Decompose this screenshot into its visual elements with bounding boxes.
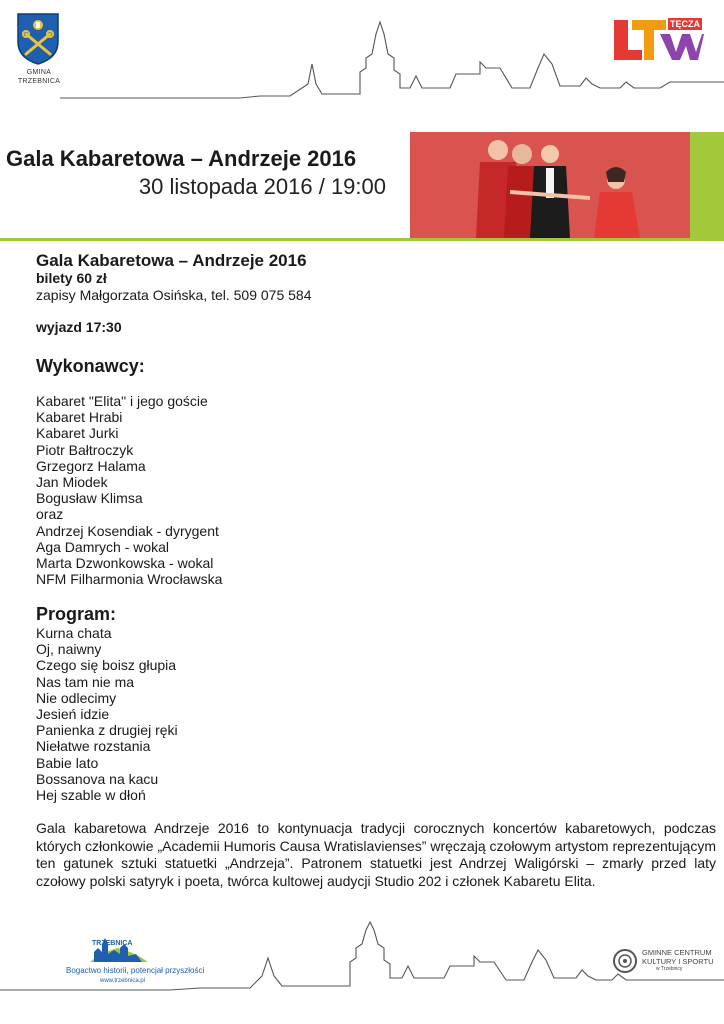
departure-time: wyjazd 17:30 (36, 319, 122, 335)
municipality-label-line1: GMINA (26, 69, 52, 76)
list-item: Grzegorz Halama (36, 457, 146, 474)
accent-green-line (0, 238, 724, 241)
list-item: Aga Damrych - wokal (36, 538, 170, 555)
list-item: Marta Dzwonkowska - wokal (36, 555, 214, 572)
list-item: Kabaret "Elita" i jego goście (36, 393, 208, 409)
performers-photo (410, 132, 690, 238)
gmina-trzebnica-crest-icon (16, 12, 60, 66)
list-item: Babie lato (36, 754, 99, 771)
list-item: Nie odlecimy (36, 689, 117, 706)
trzebnica-url: www.trzebnica.pl (100, 978, 146, 984)
list-item: Piotr Bałtroczyk (36, 441, 134, 458)
list-item: Nas tam nie ma (36, 673, 135, 690)
gck-line3: w Trzebnicy (656, 966, 683, 972)
gck-logo (612, 944, 722, 982)
performers-list (36, 393, 222, 587)
gck-line1: GMINNE CENTRUM (642, 948, 712, 957)
trzebnica-skyline-icon (62, 934, 174, 964)
signup-contact: zapisy Małgorzata Osińska, tel. 509 075 584 (36, 287, 312, 303)
program-heading: Program: (36, 604, 117, 624)
trzebnica-town-logo (62, 934, 205, 990)
tecza-logo-text: TĘCZA (670, 19, 700, 29)
list-item: Kurna chata (36, 625, 112, 641)
list-item: Kabaret Jurki (36, 425, 119, 442)
performers-heading: Wykonawcy: (36, 356, 145, 376)
list-item: Niełatwe rozstania (36, 738, 151, 755)
ticket-price: bilety 60 zł (36, 270, 107, 286)
list-item: Bogusław Klimsa (36, 490, 143, 507)
list-item: Hej szable w dłoń (36, 787, 146, 804)
list-item: Kabaret Hrabi (36, 409, 123, 426)
trzebnica-logo-name: TRZEBNICA (92, 940, 133, 947)
list-item: Jesień idzie (36, 706, 110, 723)
list-item: Oj, naiwny (36, 641, 102, 658)
list-item: oraz (36, 506, 64, 523)
event-subtitle: Gala Kabaretowa – Andrzeje 2016 (36, 251, 307, 270)
gck-line2: KULTURY I SPORTU (642, 957, 714, 966)
program-list (36, 625, 178, 803)
list-item: Panienka z drugiej ręki (36, 722, 178, 739)
event-date-time: 30 listopada 2016 / 19:00 (138, 174, 386, 199)
list-item: Czego się boisz głupia (36, 657, 177, 674)
accent-green-bar (690, 132, 724, 238)
page-title: Gala Kabaretowa – Andrzeje 2016 (6, 146, 357, 171)
list-item: Andrzej Kosendiak - dyrygent (36, 522, 219, 539)
municipality-label-line2: TRZEBNICA (17, 78, 61, 85)
event-description: Gala kabaretowa Andrzeje 2016 to kontynuacja tradycji corocznych koncertów kabaretowych, podczas których członkowie „Academii Humoris Causa Wratislavienses” wręczają czołowym artystom reprezentującym ten gatunek sztuki statuetki „Andrzeja”. Patronem statuetki jest Andrzej Waligórski – zmarły przed laty czołowy polski satyryk i poeta, twórca kultowej audycji Studio 202 i członek Kabaretu Elita. (36, 820, 716, 889)
list-item: Bossanova na kacu (36, 770, 159, 787)
list-item: NFM Filharmonia Wrocławska (36, 571, 223, 588)
gck-emblem-icon (612, 948, 638, 974)
tecza-partner-logo (608, 16, 704, 66)
list-item: Jan Miodek (36, 474, 108, 491)
trzebnica-slogan: Bogactwo historii, potencjał przyszłości (66, 966, 205, 975)
